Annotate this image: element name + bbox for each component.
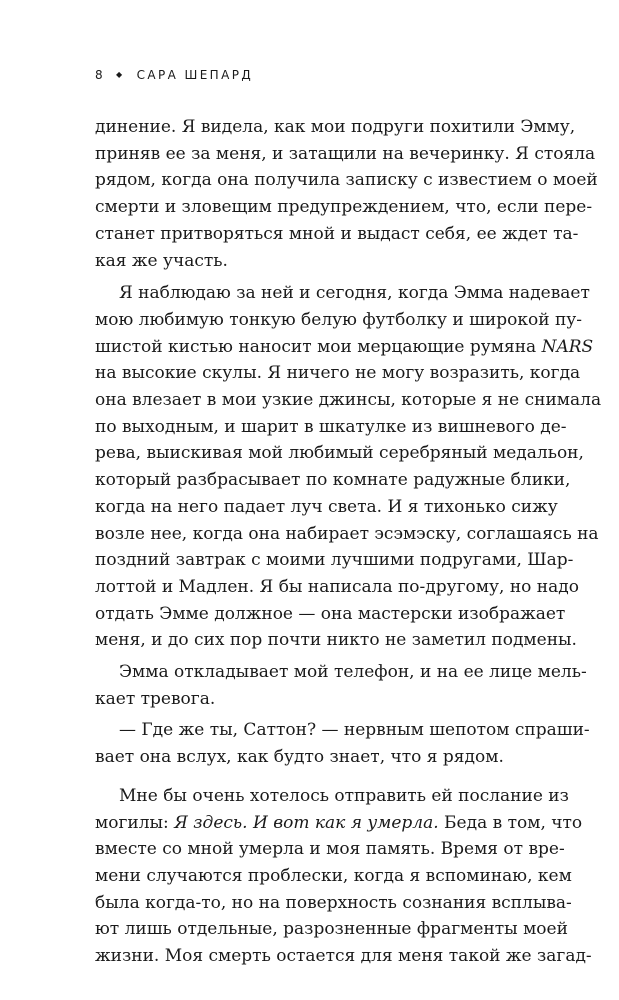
text-line: по выходным, и шарит в шкатулке из вишневого де- (95, 416, 567, 437)
text-line: который разбрасывает по комнате радужные блики, (95, 470, 571, 491)
text-line: ют лишь отдельные, разрозненные фрагменты моей (95, 919, 568, 940)
text-line: она влезает в мои узкие джинсы, которые я не снимала (95, 390, 602, 411)
text-line: Я наблюдаю за ней и сегодня, когда Эмма надевает (119, 283, 590, 304)
running-header (95, 68, 253, 82)
text-line: была когда-то, но на поверхность сознания всплыва- (95, 892, 572, 913)
text-line: мени случаются проблески, когда я вспоминаю, кем (95, 865, 572, 886)
text-line: Эмма откладывает мой телефон, и на ее лице мель- (119, 662, 587, 683)
text-line: могилы: Я здесь. И вот как я умерла. Беда в том, что (95, 812, 583, 833)
text-line: вает она вслух, как будто знает, что я рядом. (95, 747, 504, 768)
text-line: — Где же ты, Саттон? — нервным шепотом спраши- (119, 720, 590, 741)
text-line: меня, и до сих пор почти никто не заметил подмены. (95, 630, 577, 651)
diamond-separator-icon: ◆ (116, 69, 125, 79)
text-line: на высокие скулы. Я ничего не могу возразить, когда (95, 363, 581, 384)
text-line: рядом, когда она получила записку с известием о моей (95, 170, 598, 191)
text-line: жизни. Моя смерть остается для меня такой же загад- (95, 946, 592, 967)
body-text (95, 114, 602, 970)
page-number: 8 (95, 68, 106, 82)
text-line: кая же участь. (95, 250, 228, 271)
text-line: рева, выискивая мой любимый серебряный медальон, (95, 443, 584, 464)
author-name: САРА ШЕПАРД (136, 68, 254, 82)
italic-phrase: NARS (541, 336, 594, 357)
text-line: когда на него падает луч света. И я тихонько сижу (95, 496, 558, 517)
text-line: Мне бы очень хотелось отправить ей послание из (119, 785, 569, 806)
text-line: приняв ее за меня, и затащили на вечеринку. Я стояла (95, 143, 596, 164)
text-line: динение. Я видела, как мои подруги похитили Эмму, (95, 117, 576, 137)
text-line: кает тревога. (95, 688, 216, 709)
text-line: мою любимую тонкую белую футболку и широкой пу- (95, 309, 583, 330)
text-line: лоттой и Мадлен. Я бы написала по-другому, но надо (95, 576, 579, 597)
text-line: поздний завтрак с моими лучшими подругами, Шар- (95, 550, 574, 571)
text-line: возле нее, когда она набирает эсэмэску, соглашаясь на (95, 523, 599, 544)
text-line: отдать Эмме должное — она мастерски изображает (95, 603, 566, 624)
text-line: станет притворяться мной и выдаст себя, ее ждет та- (95, 223, 579, 244)
text-line: вместе со мной умерла и моя память. Время от вре- (95, 839, 565, 860)
text-line: смерти и зловещим предупреждением, что, если пере- (95, 197, 593, 218)
italic-phrase: Я здесь. И вот как я умерла. (174, 812, 439, 833)
text-line: шистой кистью наносит мои мерцающие румяна NARS (95, 336, 594, 357)
